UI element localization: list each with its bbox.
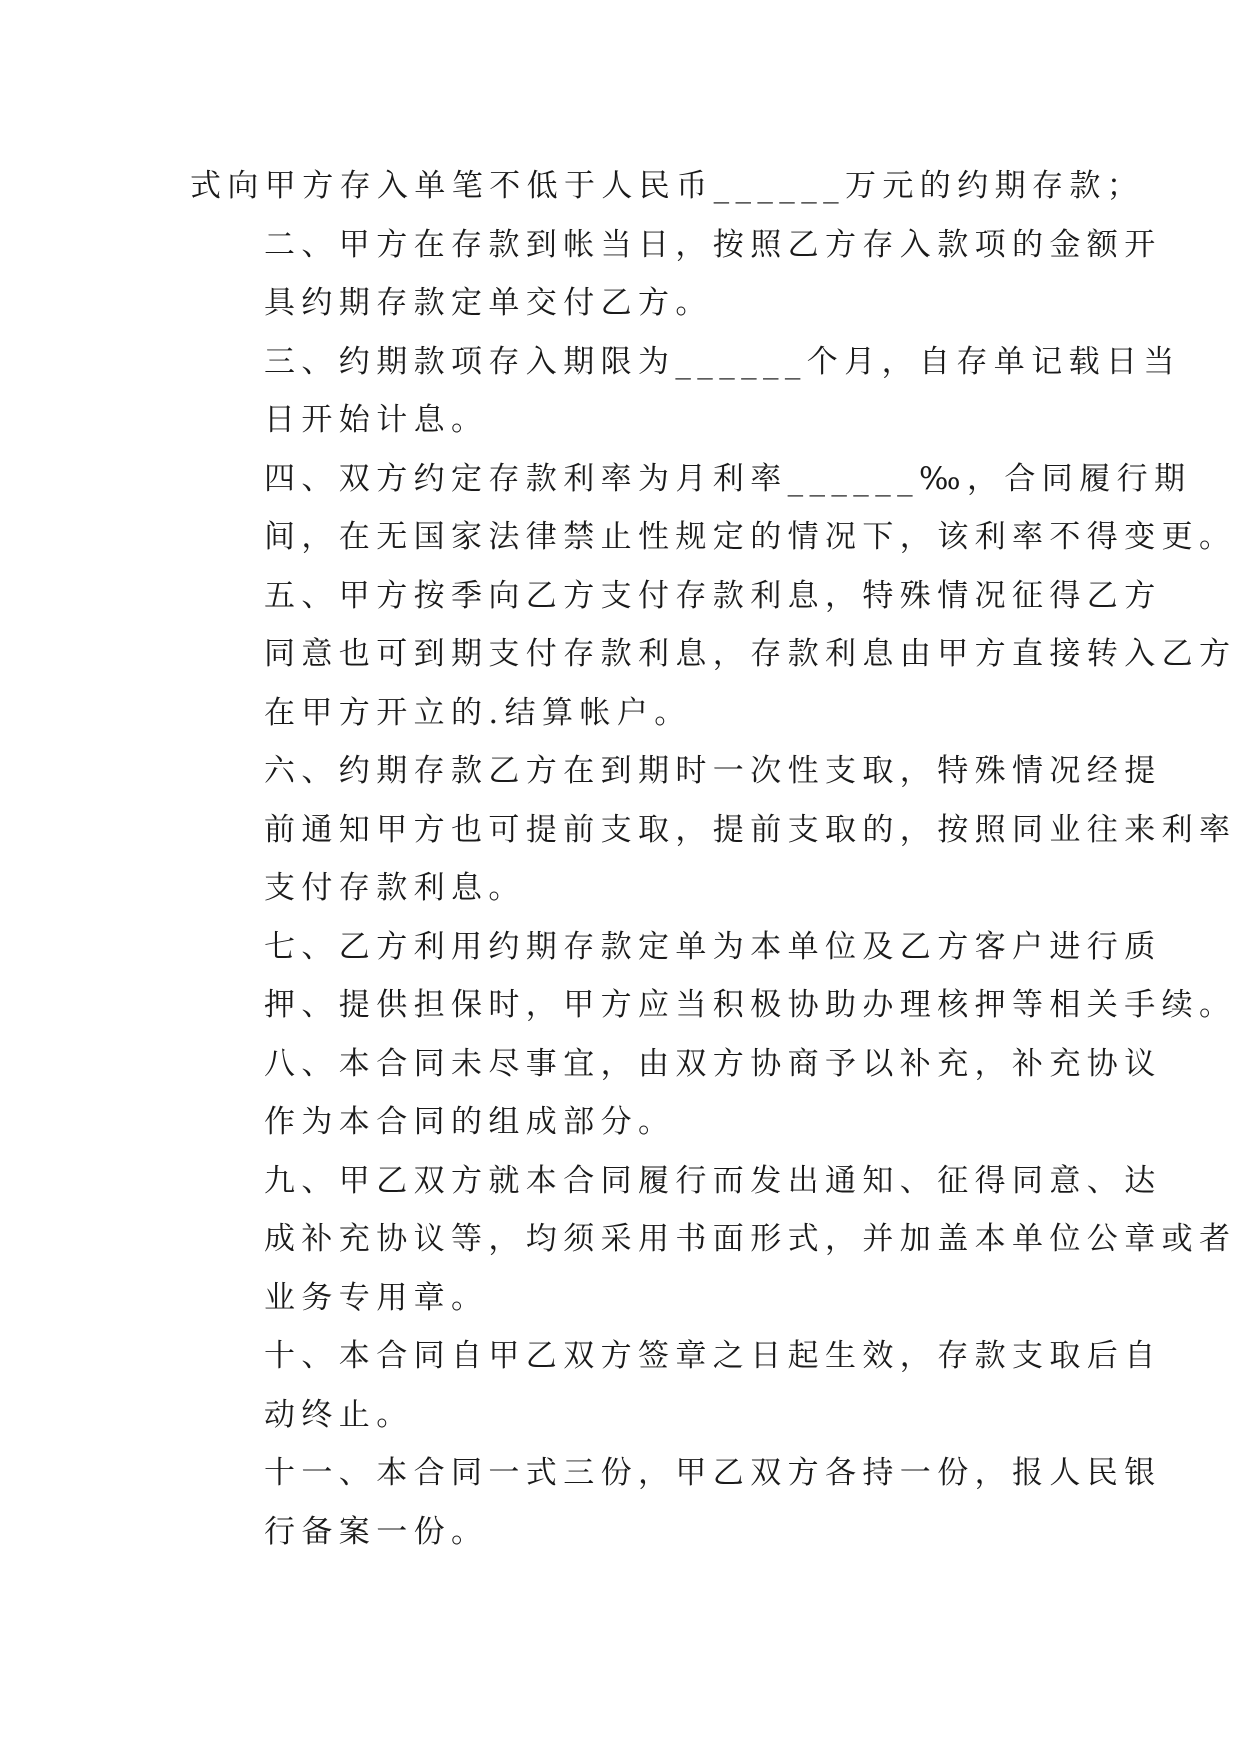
paragraph-line: 押、提供担保时，甲方应当积极协助办理核押等相关手续。 bbox=[264, 987, 1237, 1023]
paragraph-line: 具约期存款定单交付乙方。 bbox=[264, 285, 713, 321]
paragraph-line: 七、乙方利用约期存款定单为本单位及乙方客户进行质 bbox=[264, 928, 1162, 965]
paragraph-clause-4 bbox=[190, 450, 1237, 567]
paragraph-line: 动终止。 bbox=[264, 1396, 414, 1433]
paragraph-line: 四、双方约定存款利率为月利率______‰，合同履行期 bbox=[264, 460, 1192, 497]
paragraph-line: 二、甲方在存款到帐当日，按照乙方存入款项的金额开 bbox=[264, 226, 1162, 263]
paragraph-clause-11 bbox=[190, 1444, 1162, 1561]
paragraph-clause-8 bbox=[190, 1035, 1162, 1152]
paragraph-line: 六、约期存款乙方在到期时一次性支取，特殊情况经提 bbox=[264, 753, 1162, 789]
paragraph-line: 九、甲乙双方就本合同履行而发出通知、征得同意、达 bbox=[264, 1162, 1162, 1199]
paragraph-clause-10 bbox=[190, 1327, 1162, 1444]
paragraph-line: 前通知甲方也可提前支取，提前支取的，按照同业往来利率 bbox=[264, 811, 1237, 848]
paragraph-line: 作为本合同的组成部分。 bbox=[264, 1104, 676, 1140]
paragraph-line: 支付存款利息。 bbox=[264, 870, 526, 906]
paragraph-line: 日开始计息。 bbox=[264, 402, 489, 438]
paragraph-clause-7 bbox=[190, 918, 1237, 1035]
paragraph-deposit-amount bbox=[190, 157, 1145, 216]
paragraph-clause-2 bbox=[190, 216, 1162, 333]
paragraph-line: 十、本合同自甲乙双方签章之日起生效，存款支取后自 bbox=[264, 1338, 1162, 1374]
paragraph-clause-5 bbox=[190, 567, 1237, 743]
paragraph-line: 间，在无国家法律禁止性规定的情况下，该利率不得变更。 bbox=[264, 519, 1237, 555]
contract-body bbox=[190, 157, 1237, 1561]
paragraph-line: 业务专用章。 bbox=[264, 1279, 489, 1316]
paragraph-clause-6 bbox=[190, 742, 1237, 918]
paragraph-clause-9 bbox=[190, 1152, 1237, 1328]
paragraph-line: 三、约期款项存入期限为______个月，自存单记载日当 bbox=[264, 343, 1181, 380]
paragraph-line: 在甲方开立的.结算帐户。 bbox=[264, 694, 692, 731]
paragraph-clause-3 bbox=[190, 333, 1181, 450]
paragraph-line: 五、甲方按季向乙方支付存款利息，特殊情况征得乙方 bbox=[264, 577, 1162, 614]
paragraph-line: 同意也可到期支付存款利息，存款利息由甲方直接转入乙方 bbox=[264, 636, 1237, 672]
paragraph-line: 八、本合同未尽事宜，由双方协商予以补充，补充协议 bbox=[264, 1045, 1162, 1082]
paragraph-line: 十一、本合同一式三份，甲乙双方各持一份，报人民银 bbox=[264, 1455, 1162, 1491]
paragraph-line: 成补充协议等，均须采用书面形式，并加盖本单位公章或者 bbox=[264, 1221, 1237, 1257]
paragraph-line: 行备案一份。 bbox=[264, 1513, 489, 1550]
paragraph-line: 式向甲方存入单笔不低于人民币______万元的约期存款； bbox=[190, 168, 1145, 204]
